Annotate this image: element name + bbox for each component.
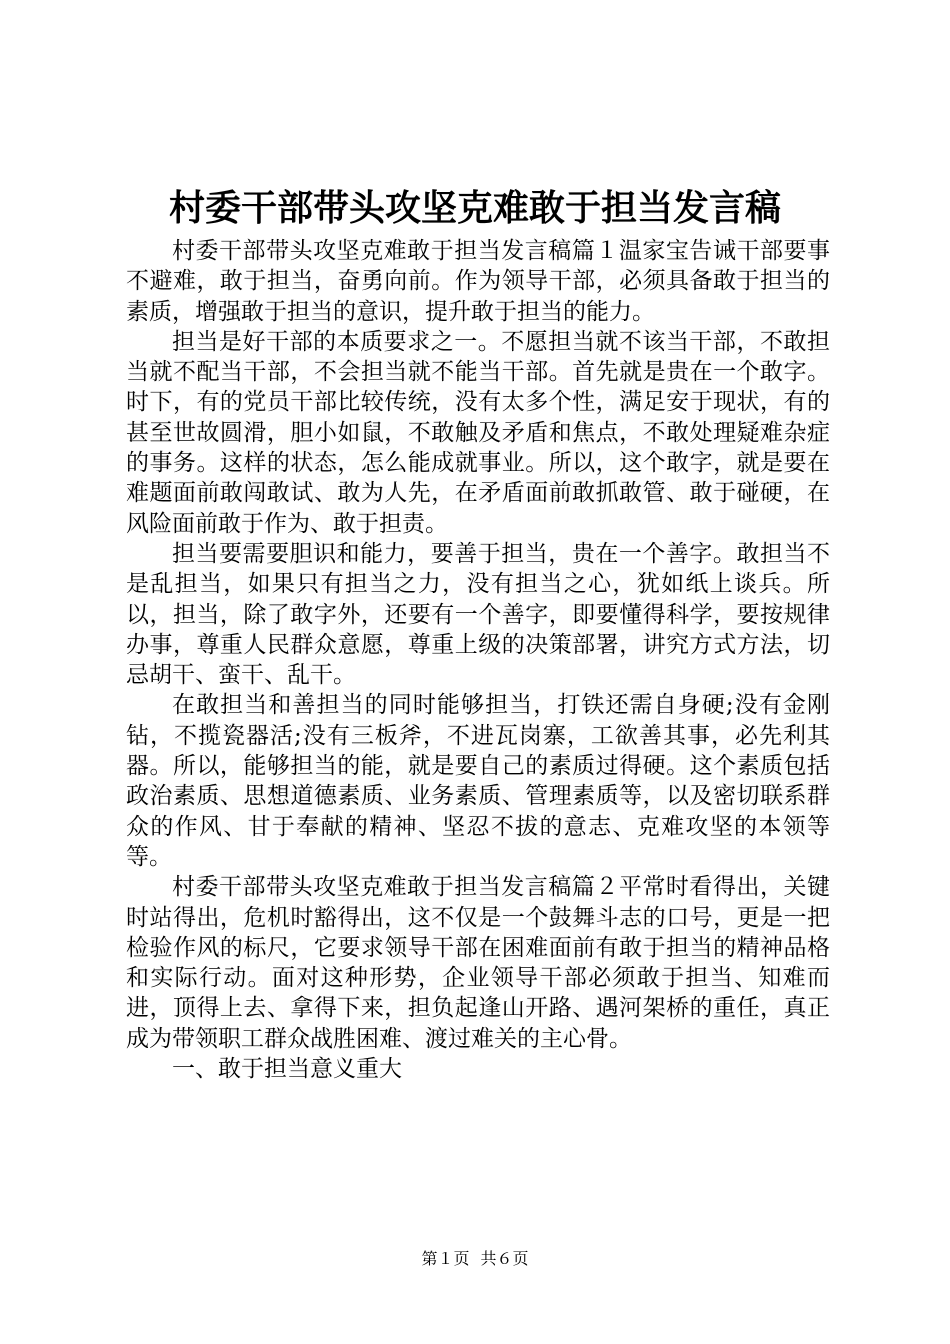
paragraph: 担当是好干部的本质要求之一。不愿担当就不该当干部，不敢担当就不配当干部，不会担当就不能当干部。首先就是贵在一个敢字。时下，有的党员干部比较传统，没有太多个性，满足安于现状，有的甚至世故圆滑，胆小如鼠，不敢触及矛盾和焦点，不敢处理疑难杂症的事务。这样的状态，怎么能成就事业。所以，这个敢字，就是要在难题面前敢闯敢试、敢为人先，在矛盾面前敢抓敢管、敢于碰硬，在风险面前敢于作为、敢于担责。 [126,328,830,537]
document-body [126,236,830,1084]
page-total: 共６页 [480,1249,529,1268]
paragraph: 在敢担当和善担当的同时能够担当，打铁还需自身硬;没有金刚钻，不揽瓷器活;没有三板斧，不进瓦岗寨，工欲善其事，必先利其器。所以，能够担当的能，就是要自己的素质过得硬。这个素质包括政治素质、思想道德素质、业务素质、管理素质等，以及密切联系群众的作风、甘于奉献的精神、坚忍不拔的意志、克难攻坚的本领等等。 [126,692,830,870]
document-title: 村委干部带头攻坚克难敢于担当发言稿 [168,187,781,229]
section-heading: 一、敢于担当意义重大 [172,1056,402,1083]
paragraph: 村委干部带头攻坚克难敢于担当发言稿篇２平常时看得出，关键时站得出，危机时豁得出，这不仅是一个鼓舞斗志的口号，更是一把检验作风的标尺，它要求领导干部在困难面前有敢于担当的精神品格和实际行动。面对这种形势，企业领导干部必须敢于担当、知难而进，顶得上去、拿得下来，担负起逢山开路、遇河架桥的重任，真正成为带领职工群众战胜困难、渡过难关的主心骨。 [126,874,830,1052]
paragraph: 担当要需要胆识和能力，要善于担当，贵在一个善字。敢担当不是乱担当，如果只有担当之力，没有担当之心，犹如纸上谈兵。所以，担当，除了敢字外，还要有一个善字，即要懂得科学，要按规律办事，尊重人民群众意愿，尊重上级的决策部署，讲究方式方法，切忌胡干、蛮干、乱干。 [126,540,830,689]
page-footer [0,1248,950,1270]
paragraph: 村委干部带头攻坚克难敢于担当发言稿篇１温家宝告诫干部要事不避难，敢于担当，奋勇向前。作为领导干部，必须具备敢于担当的素质，增强敢于担当的意识，提升敢于担当的能力。 [126,238,830,325]
page-number: 第１页 [421,1249,470,1268]
